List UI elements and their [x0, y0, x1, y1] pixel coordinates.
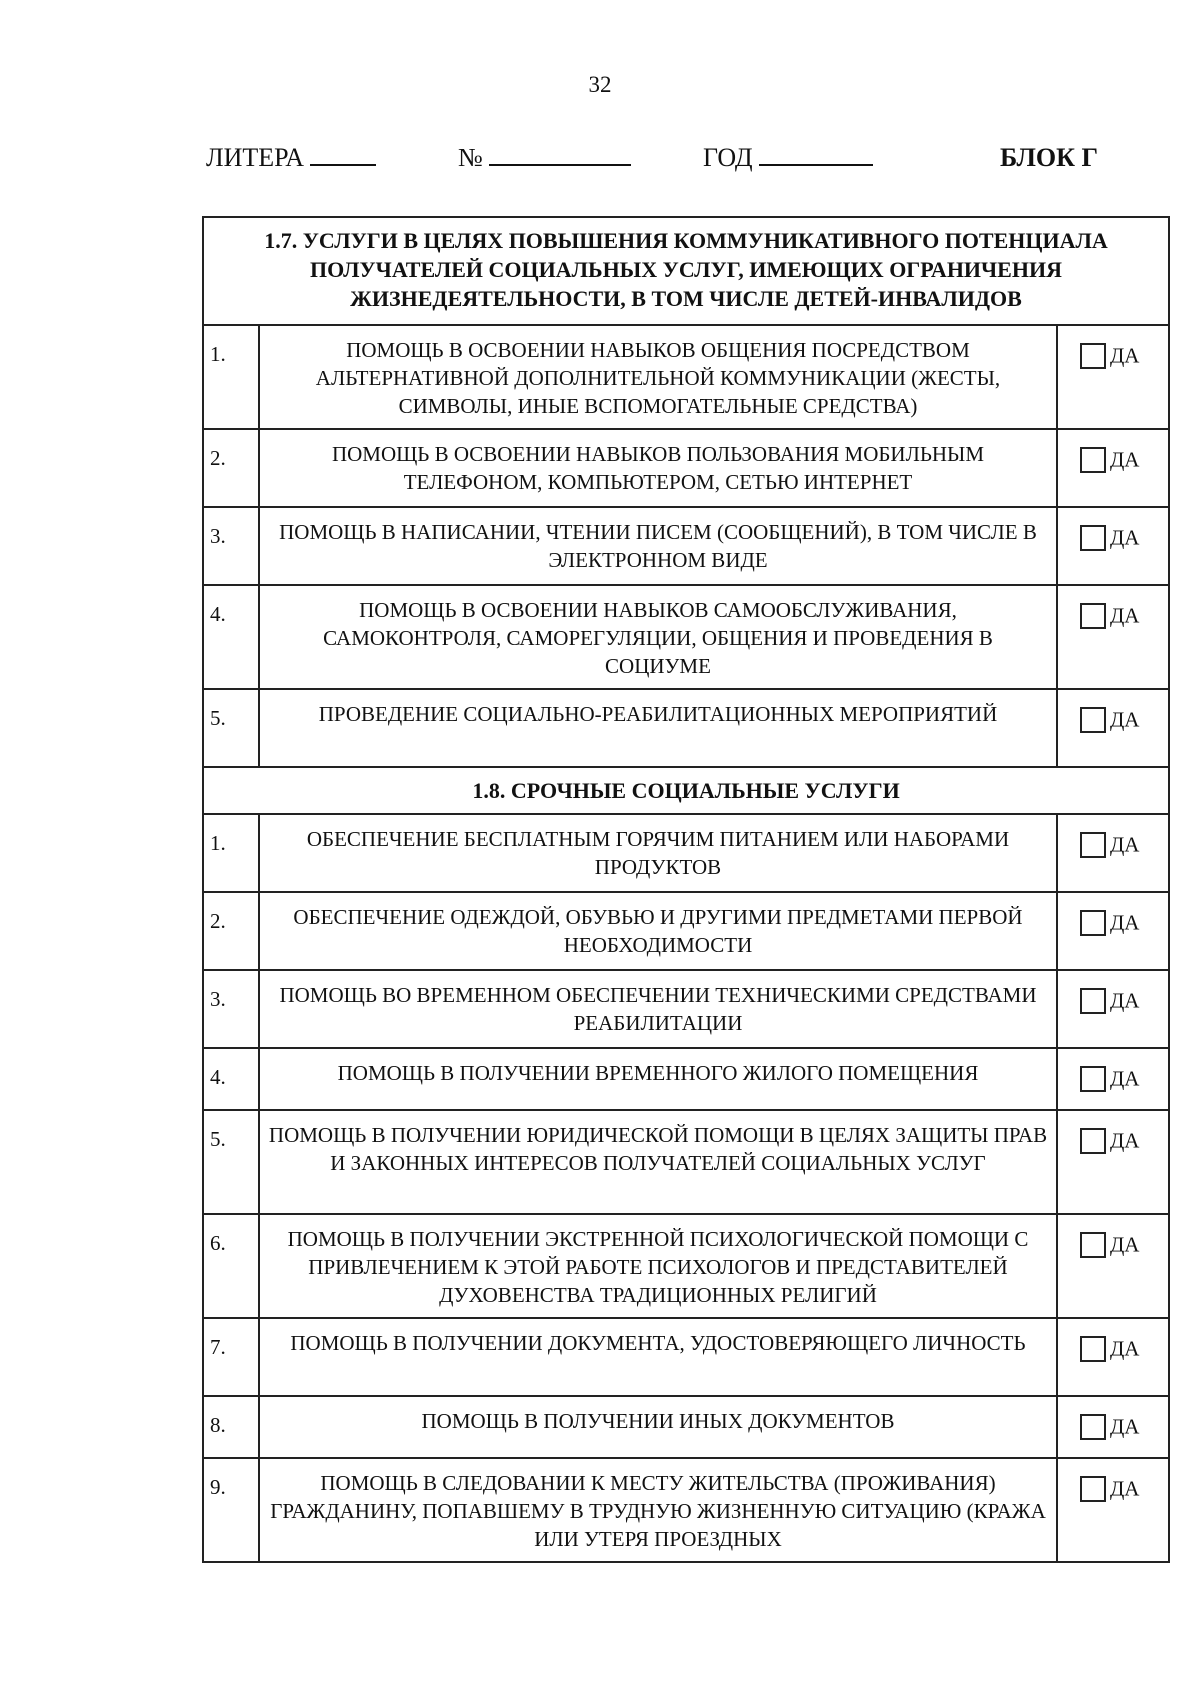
row-number: 5.	[203, 689, 259, 767]
row-number: 2.	[203, 429, 259, 507]
yes-label: ДА	[1109, 1476, 1140, 1501]
yes-checkbox[interactable]	[1080, 988, 1106, 1014]
service-description: ПОМОЩЬ В ПОЛУЧЕНИИ ЮРИДИЧЕСКОЙ ПОМОЩИ В ЦЕЛЯХ ЗАЩИТЫ ПРАВ И ЗАКОННЫХ ИНТЕРЕСОВ ПОЛУЧАТЕЛЕЙ СОЦИАЛЬНЫХ УСЛУГ	[259, 1110, 1057, 1214]
row-number: 4.	[203, 1048, 259, 1110]
section-title: 1.8. СРОЧНЫЕ СОЦИАЛЬНЫЕ УСЛУГИ	[203, 767, 1169, 814]
table-row	[203, 892, 1169, 970]
table-row	[203, 325, 1169, 429]
yes-option	[1057, 325, 1169, 429]
yes-checkbox[interactable]	[1080, 1336, 1106, 1362]
year-blank[interactable]	[759, 144, 873, 166]
service-description: ПОМОЩЬ В ПОЛУЧЕНИИ ВРЕМЕННОГО ЖИЛОГО ПОМЕЩЕНИЯ	[259, 1048, 1057, 1110]
block-label: БЛОК Г	[1000, 143, 1099, 172]
yes-option	[1057, 1396, 1169, 1458]
yes-checkbox[interactable]	[1080, 447, 1106, 473]
yes-checkbox[interactable]	[1080, 1232, 1106, 1258]
row-number: 7.	[203, 1318, 259, 1396]
yes-option	[1057, 970, 1169, 1048]
yes-checkbox[interactable]	[1080, 343, 1106, 369]
service-description: ПОМОЩЬ В НАПИСАНИИ, ЧТЕНИИ ПИСЕМ (СООБЩЕНИЙ), В ТОМ ЧИСЛЕ В ЭЛЕКТРОННОМ ВИДЕ	[259, 507, 1057, 585]
yes-option	[1057, 689, 1169, 767]
yes-option	[1057, 892, 1169, 970]
yes-option	[1057, 585, 1169, 689]
table-row	[203, 507, 1169, 585]
section-header-row	[203, 217, 1169, 325]
section-title: 1.7. УСЛУГИ В ЦЕЛЯХ ПОВЫШЕНИЯ КОММУНИКАТИВНОГО ПОТЕНЦИАЛА ПОЛУЧАТЕЛЕЙ СОЦИАЛЬНЫХ УСЛУГ, ИМЕЮЩИХ ОГРАНИЧЕНИЯ ЖИЗНЕДЕЯТЕЛЬНОСТИ, В ТОМ ЧИСЛЕ ДЕТЕЙ-ИНВАЛИДОВ	[203, 217, 1169, 325]
row-number: 9.	[203, 1458, 259, 1562]
table-row	[203, 429, 1169, 507]
row-number: 6.	[203, 1214, 259, 1318]
yes-label: ДА	[1109, 1336, 1140, 1361]
litera-blank[interactable]	[310, 144, 376, 166]
table-row	[203, 1110, 1169, 1214]
row-number: 4.	[203, 585, 259, 689]
yes-checkbox[interactable]	[1080, 1128, 1106, 1154]
service-description: ОБЕСПЕЧЕНИЕ БЕСПЛАТНЫМ ГОРЯЧИМ ПИТАНИЕМ ИЛИ НАБОРАМИ ПРОДУКТОВ	[259, 814, 1057, 892]
yes-checkbox[interactable]	[1080, 525, 1106, 551]
yes-label: ДА	[1109, 1128, 1140, 1153]
yes-checkbox[interactable]	[1080, 603, 1106, 629]
yes-checkbox[interactable]	[1080, 832, 1106, 858]
yes-checkbox[interactable]	[1080, 910, 1106, 936]
yes-option	[1057, 1214, 1169, 1318]
service-description: ПОМОЩЬ В ПОЛУЧЕНИИ ИНЫХ ДОКУМЕНТОВ	[259, 1396, 1057, 1458]
yes-option	[1057, 1048, 1169, 1110]
litera-field	[206, 143, 376, 173]
yes-option	[1057, 814, 1169, 892]
number-label: №	[458, 143, 483, 172]
yes-label: ДА	[1109, 707, 1140, 732]
year-label: ГОД	[703, 143, 753, 172]
services-table	[202, 216, 1170, 1563]
year-field	[703, 143, 873, 173]
table-row	[203, 585, 1169, 689]
yes-label: ДА	[1109, 1232, 1140, 1257]
yes-label: ДА	[1109, 343, 1140, 368]
service-description: ПРОВЕДЕНИЕ СОЦИАЛЬНО-РЕАБИЛИТАЦИОННЫХ МЕРОПРИЯТИЙ	[259, 689, 1057, 767]
yes-label: ДА	[1109, 910, 1140, 935]
yes-option	[1057, 1458, 1169, 1562]
service-description: ПОМОЩЬ В ОСВОЕНИИ НАВЫКОВ САМООБСЛУЖИВАНИЯ, САМОКОНТРОЛЯ, САМОРЕГУЛЯЦИИ, ОБЩЕНИЯ И ПРОВЕДЕНИЯ В СОЦИУМЕ	[259, 585, 1057, 689]
litera-label: ЛИТЕРА	[206, 143, 305, 172]
row-number: 8.	[203, 1396, 259, 1458]
row-number: 1.	[203, 814, 259, 892]
yes-option	[1057, 1318, 1169, 1396]
yes-option	[1057, 429, 1169, 507]
row-number: 3.	[203, 507, 259, 585]
table-row	[203, 814, 1169, 892]
service-description: ПОМОЩЬ В ОСВОЕНИИ НАВЫКОВ ПОЛЬЗОВАНИЯ МОБИЛЬНЫМ ТЕЛЕФОНОМ, КОМПЬЮТЕРОМ, СЕТЬЮ ИНТЕРНЕТ	[259, 429, 1057, 507]
yes-checkbox[interactable]	[1080, 707, 1106, 733]
table-row	[203, 970, 1169, 1048]
row-number: 1.	[203, 325, 259, 429]
table-row	[203, 1048, 1169, 1110]
row-number: 2.	[203, 892, 259, 970]
service-description: ПОМОЩЬ В ОСВОЕНИИ НАВЫКОВ ОБЩЕНИЯ ПОСРЕДСТВОМ АЛЬТЕРНАТИВНОЙ ДОПОЛНИТЕЛЬНОЙ КОММУНИКАЦИИ (ЖЕСТЫ, СИМВОЛЫ, ИНЫЕ ВСПОМОГАТЕЛЬНЫЕ СРЕДСТВА)	[259, 325, 1057, 429]
yes-label: ДА	[1109, 447, 1140, 472]
table-row	[203, 1318, 1169, 1396]
row-number: 5.	[203, 1110, 259, 1214]
service-description: ПОМОЩЬ В ПОЛУЧЕНИИ ЭКСТРЕННОЙ ПСИХОЛОГИЧЕСКОЙ ПОМОЩИ С ПРИВЛЕЧЕНИЕМ К ЭТОЙ РАБОТЕ ПСИХОЛОГОВ И ПРЕДСТАВИТЕЛЕЙ ДУХОВЕНСТВА ТРАДИЦИОННЫХ РЕЛИГИЙ	[259, 1214, 1057, 1318]
service-description: ПОМОЩЬ В СЛЕДОВАНИИ К МЕСТУ ЖИТЕЛЬСТВА (ПРОЖИВАНИЯ) ГРАЖДАНИНУ, ПОПАВШЕМУ В ТРУДНУЮ ЖИЗНЕННУЮ СИТУАЦИЮ (КРАЖА ИЛИ УТЕРЯ ПРОЕЗДНЫХ	[259, 1458, 1057, 1562]
table-row	[203, 1396, 1169, 1458]
number-field	[458, 143, 631, 173]
yes-checkbox[interactable]	[1080, 1476, 1106, 1502]
yes-label: ДА	[1109, 1414, 1140, 1439]
yes-label: ДА	[1109, 603, 1140, 628]
yes-option	[1057, 1110, 1169, 1214]
yes-checkbox[interactable]	[1080, 1066, 1106, 1092]
table-row	[203, 689, 1169, 767]
service-description: ОБЕСПЕЧЕНИЕ ОДЕЖДОЙ, ОБУВЬЮ И ДРУГИМИ ПРЕДМЕТАМИ ПЕРВОЙ НЕОБХОДИМОСТИ	[259, 892, 1057, 970]
number-blank[interactable]	[489, 144, 631, 166]
service-description: ПОМОЩЬ ВО ВРЕМЕННОМ ОБЕСПЕЧЕНИИ ТЕХНИЧЕСКИМИ СРЕДСТВАМИ РЕАБИЛИТАЦИИ	[259, 970, 1057, 1048]
yes-label: ДА	[1109, 525, 1140, 550]
yes-label: ДА	[1109, 988, 1140, 1013]
yes-option	[1057, 507, 1169, 585]
row-number: 3.	[203, 970, 259, 1048]
table-row	[203, 1214, 1169, 1318]
table-row	[203, 1458, 1169, 1562]
section-header-row	[203, 767, 1169, 814]
page-number: 32	[588, 72, 612, 97]
yes-label: ДА	[1109, 1066, 1140, 1091]
yes-label: ДА	[1109, 832, 1140, 857]
yes-checkbox[interactable]	[1080, 1414, 1106, 1440]
service-description: ПОМОЩЬ В ПОЛУЧЕНИИ ДОКУМЕНТА, УДОСТОВЕРЯЮЩЕГО ЛИЧНОСТЬ	[259, 1318, 1057, 1396]
